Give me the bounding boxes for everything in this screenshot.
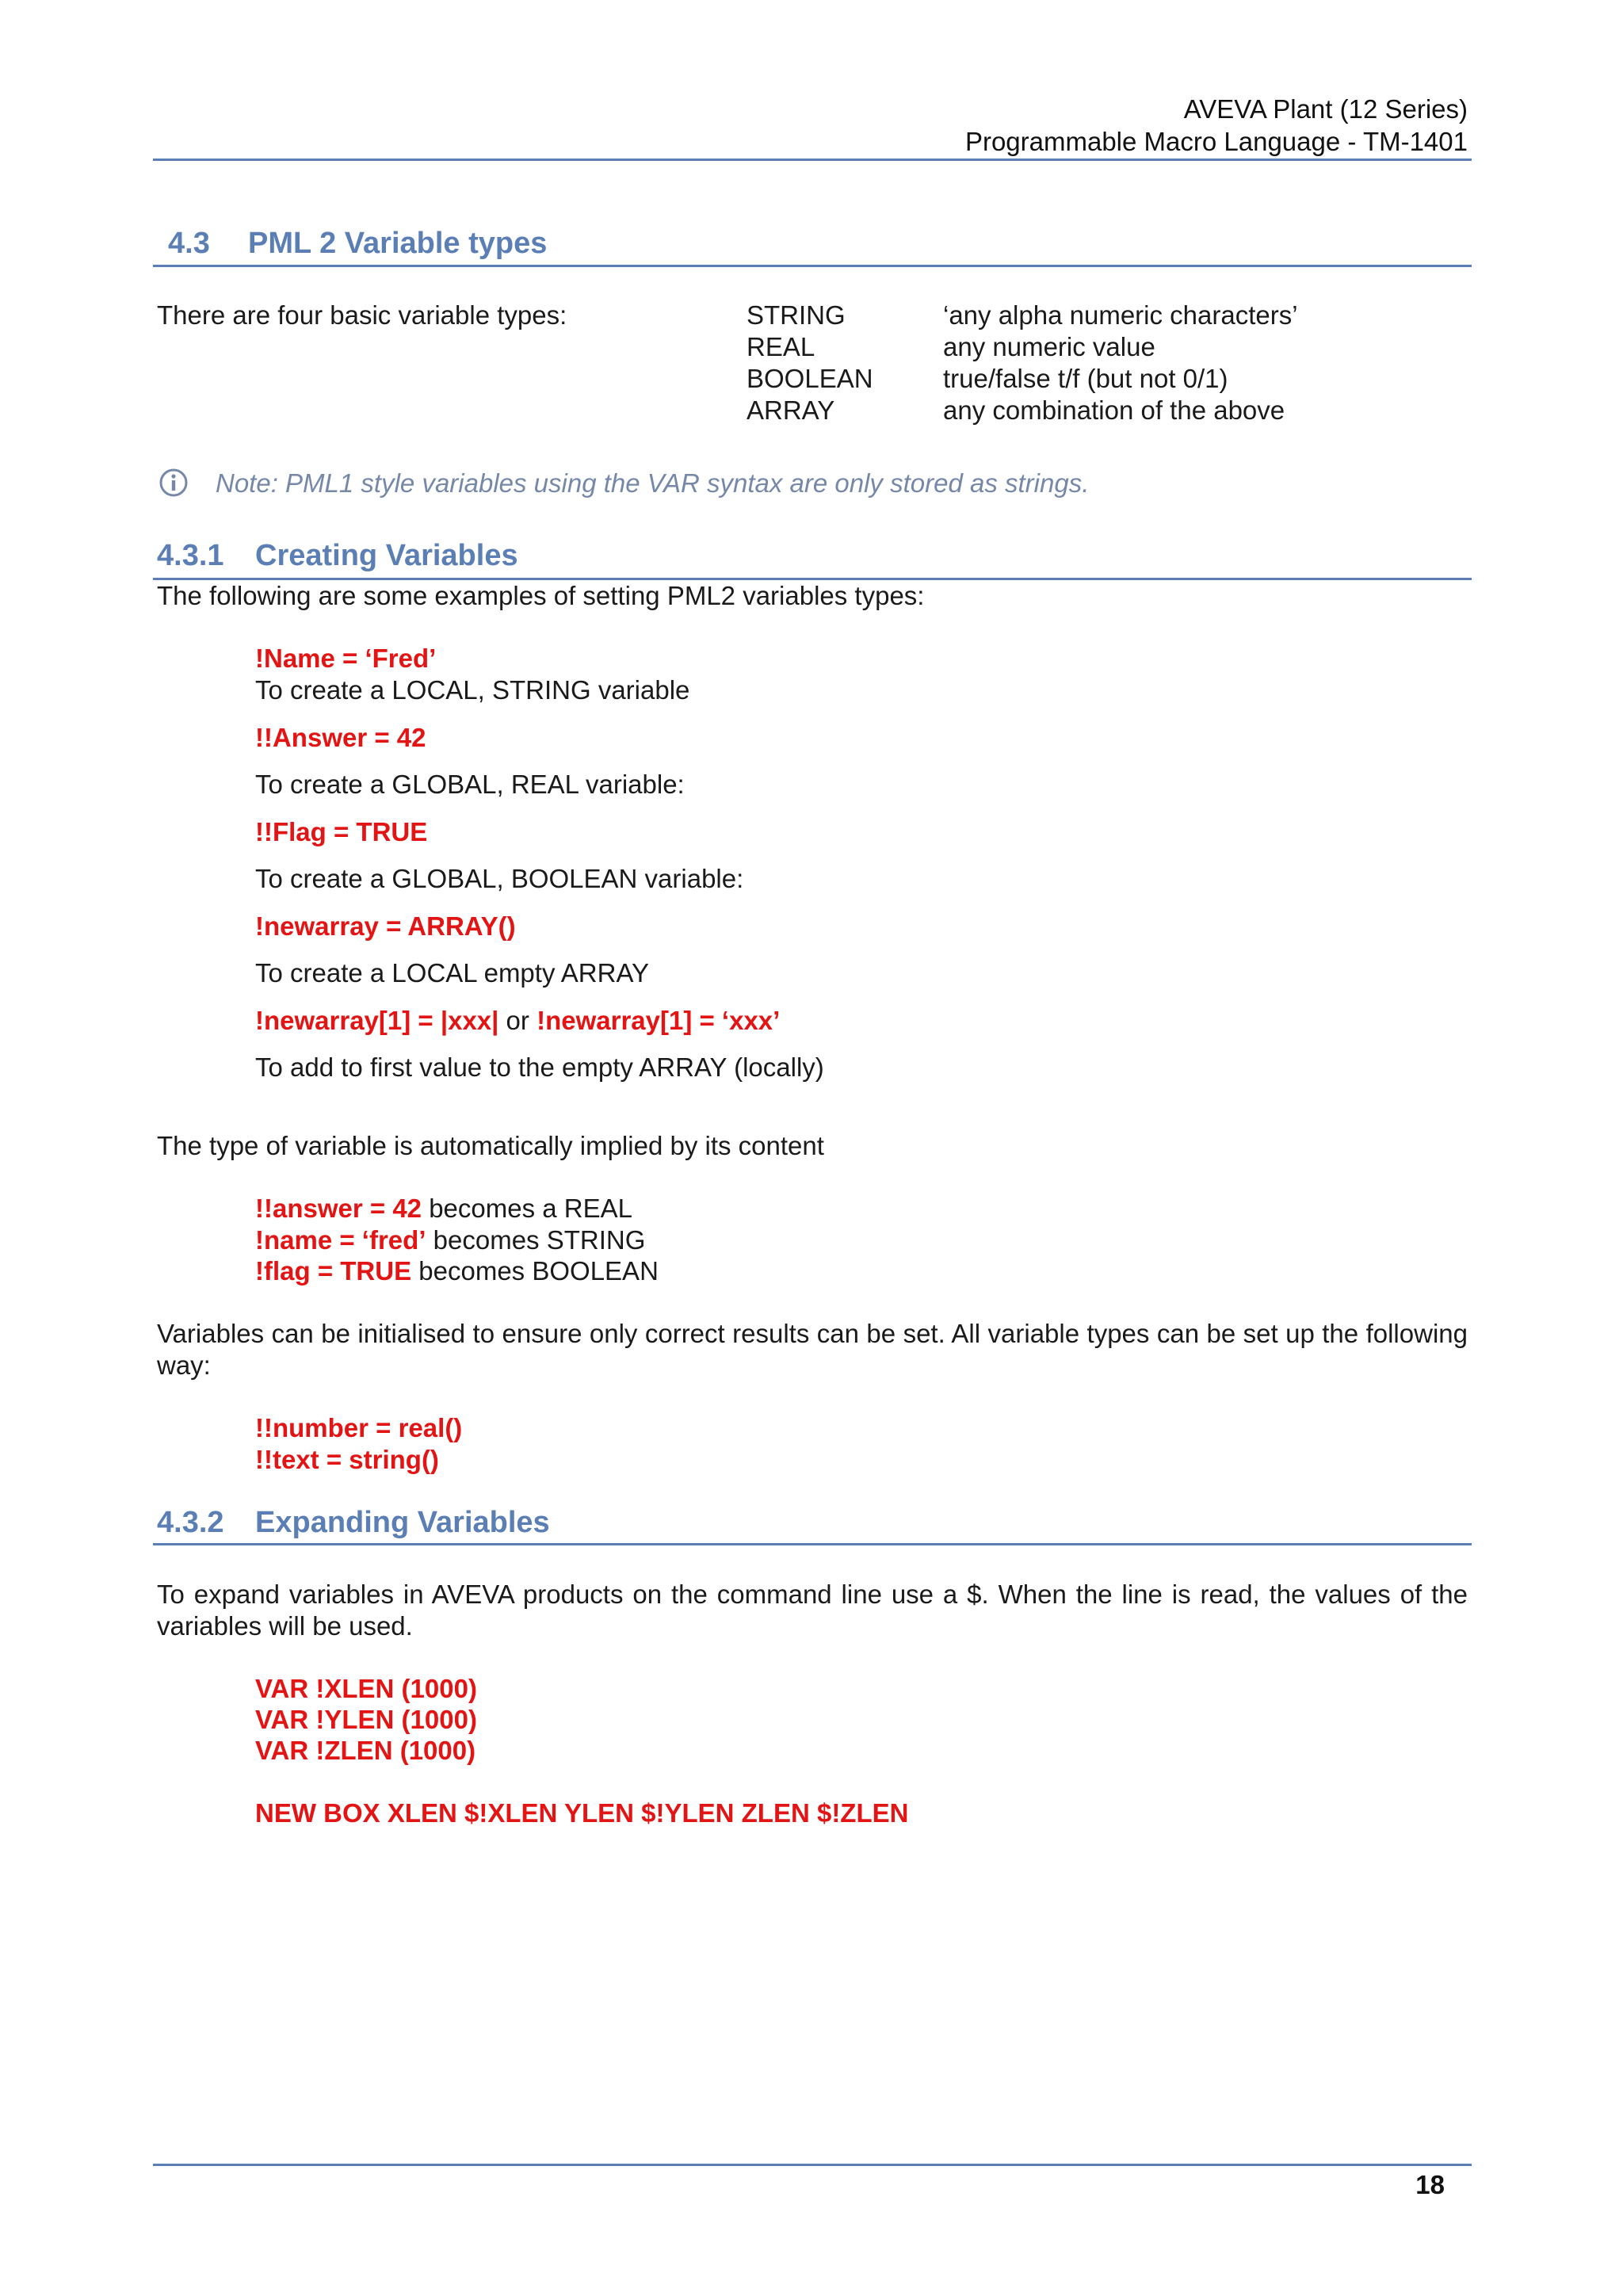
section-title: Expanding Variables — [255, 1506, 550, 1539]
type-desc: any numeric value — [943, 332, 1155, 361]
implied-code: !name = ‘fred’ — [255, 1225, 426, 1255]
note-text: Note: PML1 style variables using the VAR syntax are only stored as strings. — [216, 468, 1090, 498]
var-line: VAR !ZLEN (1000) — [255, 1736, 476, 1765]
section-4-3-heading — [168, 227, 547, 261]
header-rule — [153, 159, 1472, 161]
variable-type-names — [747, 300, 873, 426]
example-code: !Name = ‘Fred’ — [255, 644, 437, 673]
header-line-1: AVEVA Plant (12 Series) — [1183, 94, 1468, 124]
section-number: 4.3.2 — [157, 1506, 224, 1539]
implied-text: The type of variable is automatically implied by its content — [157, 1131, 824, 1160]
section-number: 4.3 — [168, 227, 210, 260]
variable-types-intro: There are four basic variable types: — [157, 300, 567, 330]
var-line: VAR !YLEN (1000) — [255, 1705, 477, 1734]
section-4-3-1-heading — [157, 539, 518, 573]
type-name: REAL — [747, 332, 815, 361]
example-desc: To create a GLOBAL, REAL variable: — [255, 770, 685, 799]
example-code: !!Answer = 42 — [255, 723, 426, 752]
section-title: PML 2 Variable types — [248, 227, 548, 260]
creating-intro: The following are some examples of setting PML2 variables types: — [157, 581, 925, 610]
type-name: STRING — [747, 300, 846, 330]
type-desc: any combination of the above — [943, 395, 1285, 425]
example-desc: To create a LOCAL empty ARRAY — [255, 958, 650, 988]
var-line: VAR !XLEN (1000) — [255, 1674, 477, 1703]
connector-text: or — [498, 1006, 537, 1035]
section-4-3-2-rule — [153, 1543, 1472, 1545]
example-code: !newarray[1] = ‘xxx’ — [537, 1006, 781, 1035]
implied-code: !flag = TRUE — [255, 1256, 412, 1286]
section-title: Creating Variables — [255, 539, 518, 572]
example-code: !!Flag = TRUE — [255, 817, 428, 846]
example-desc: To create a GLOBAL, BOOLEAN variable: — [255, 864, 744, 893]
example-code-line — [255, 1005, 780, 1037]
section-4-3-rule — [153, 265, 1472, 267]
init-text: Variables can be initialised to ensure only correct results can be set. All variable types can be set up the following way: — [157, 1319, 1468, 1380]
type-desc: true/false t/f (but not 0/1) — [943, 364, 1228, 393]
implied-example — [255, 1255, 659, 1287]
command-line: NEW BOX XLEN $!XLEN YLEN $!YLEN ZLEN $!ZLEN — [255, 1798, 909, 1828]
page-number: 18 — [1415, 2170, 1445, 2199]
type-name: ARRAY — [747, 395, 835, 425]
implied-result: becomes BOOLEAN — [411, 1256, 659, 1286]
implied-result: becomes a REAL — [422, 1194, 632, 1223]
footer-rule — [153, 2164, 1472, 2166]
implied-code: !!answer = 42 — [255, 1194, 422, 1223]
type-desc: ‘any alpha numeric characters’ — [943, 300, 1298, 330]
section-number: 4.3.1 — [157, 539, 224, 572]
type-name: BOOLEAN — [747, 364, 873, 393]
expand-intro: To expand variables in AVEVA products on the command line use a $. When the line is read, the values of the variables will be used. — [157, 1580, 1468, 1641]
example-code: !newarray[1] = |xxx| — [255, 1006, 499, 1035]
example-desc: To add to first value to the empty ARRAY (locally) — [255, 1052, 824, 1082]
implied-example — [255, 1224, 645, 1256]
implied-result: becomes STRING — [426, 1225, 646, 1255]
init-code: !!text = string() — [255, 1445, 439, 1474]
info-icon — [158, 468, 189, 498]
implied-example — [255, 1193, 632, 1224]
variable-type-descriptions — [943, 300, 1298, 426]
section-4-3-2-heading — [157, 1506, 550, 1540]
header-line-2: Programmable Macro Language - TM-1401 — [964, 127, 1468, 156]
example-desc: To create a LOCAL, STRING variable — [255, 675, 690, 705]
example-code: !newarray = ARRAY() — [255, 911, 516, 941]
init-code: !!number = real() — [255, 1413, 463, 1442]
